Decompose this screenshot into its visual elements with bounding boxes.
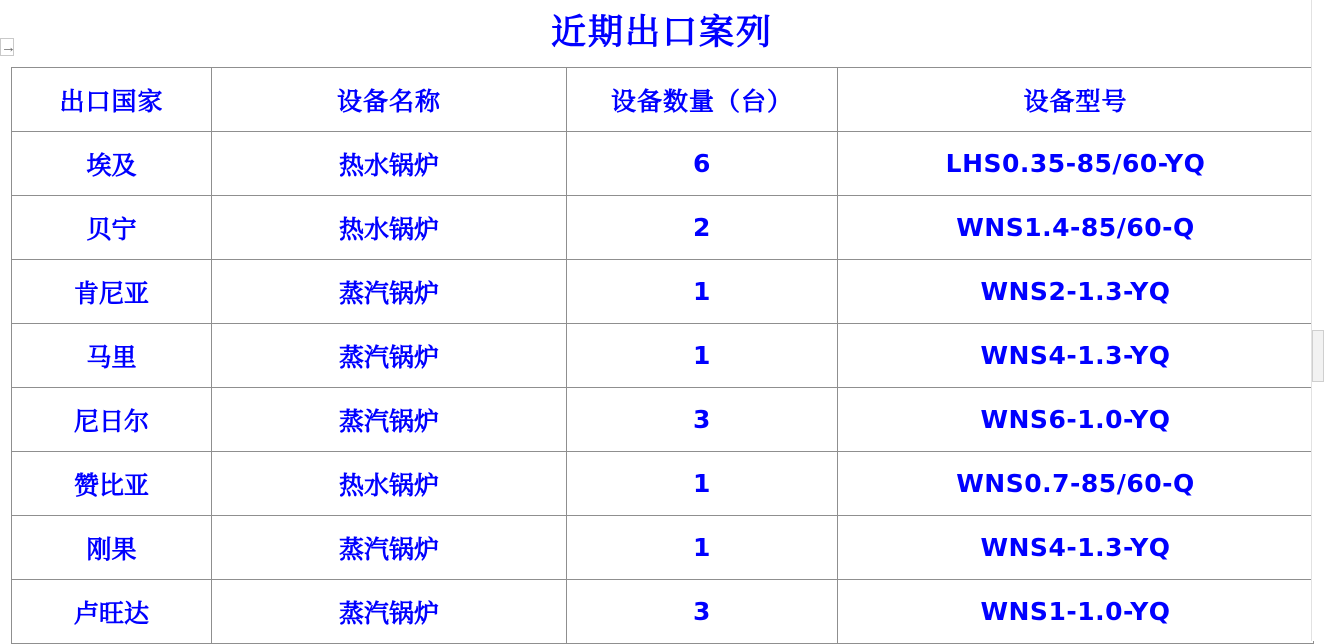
table-row bbox=[12, 452, 1314, 516]
scroll-right-arrow-icon[interactable]: → bbox=[1, 39, 16, 56]
cell-quantity: 1 bbox=[567, 324, 838, 388]
cell-quantity: 2 bbox=[567, 196, 838, 260]
cell-quantity: 3 bbox=[567, 580, 838, 644]
cell-model: WNS4-1.3-YQ bbox=[838, 324, 1314, 388]
cell-equipment: 热水锅炉 bbox=[212, 452, 567, 516]
cell-country: 刚果 bbox=[12, 516, 212, 580]
vertical-scrollbar[interactable] bbox=[1311, 0, 1324, 641]
cell-model: WNS0.7-85/60-Q bbox=[838, 452, 1314, 516]
cell-model: LHS0.35-85/60-YQ bbox=[838, 132, 1314, 196]
cell-equipment: 热水锅炉 bbox=[212, 132, 567, 196]
cell-country: 埃及 bbox=[12, 132, 212, 196]
cell-model: WNS1.4-85/60-Q bbox=[838, 196, 1314, 260]
cell-model: WNS6-1.0-YQ bbox=[838, 388, 1314, 452]
export-cases-table bbox=[11, 67, 1314, 644]
cell-country: 尼日尔 bbox=[12, 388, 212, 452]
column-header-model: 设备型号 bbox=[838, 68, 1314, 132]
scrollbar-thumb[interactable] bbox=[1312, 330, 1324, 382]
cell-model: WNS1-1.0-YQ bbox=[838, 580, 1314, 644]
cell-equipment: 蒸汽锅炉 bbox=[212, 516, 567, 580]
column-header-country: 出口国家 bbox=[12, 68, 212, 132]
cell-country: 赞比亚 bbox=[12, 452, 212, 516]
column-header-equipment: 设备名称 bbox=[212, 68, 567, 132]
table-row bbox=[12, 516, 1314, 580]
cell-country: 肯尼亚 bbox=[12, 260, 212, 324]
column-header-quantity: 设备数量（台） bbox=[567, 68, 838, 132]
cell-quantity: 1 bbox=[567, 260, 838, 324]
cell-model: WNS4-1.3-YQ bbox=[838, 516, 1314, 580]
table-row bbox=[12, 260, 1314, 324]
table-row bbox=[12, 324, 1314, 388]
page-title: 近期出口案列 bbox=[550, 13, 773, 53]
cell-equipment: 蒸汽锅炉 bbox=[212, 580, 567, 644]
table-row bbox=[12, 580, 1314, 644]
export-cases-table-container bbox=[11, 67, 1313, 644]
cell-equipment: 蒸汽锅炉 bbox=[212, 260, 567, 324]
table-header-row bbox=[12, 68, 1314, 132]
cell-country: 卢旺达 bbox=[12, 580, 212, 644]
cell-quantity: 6 bbox=[567, 132, 838, 196]
cell-equipment: 蒸汽锅炉 bbox=[212, 388, 567, 452]
table-row bbox=[12, 388, 1314, 452]
cell-quantity: 1 bbox=[567, 452, 838, 516]
cell-model: WNS2-1.3-YQ bbox=[838, 260, 1314, 324]
cell-country: 马里 bbox=[12, 324, 212, 388]
cell-equipment: 热水锅炉 bbox=[212, 196, 567, 260]
table-row bbox=[12, 196, 1314, 260]
table-row bbox=[12, 132, 1314, 196]
cell-country: 贝宁 bbox=[12, 196, 212, 260]
cell-equipment: 蒸汽锅炉 bbox=[212, 324, 567, 388]
cell-quantity: 1 bbox=[567, 516, 838, 580]
cell-quantity: 3 bbox=[567, 388, 838, 452]
